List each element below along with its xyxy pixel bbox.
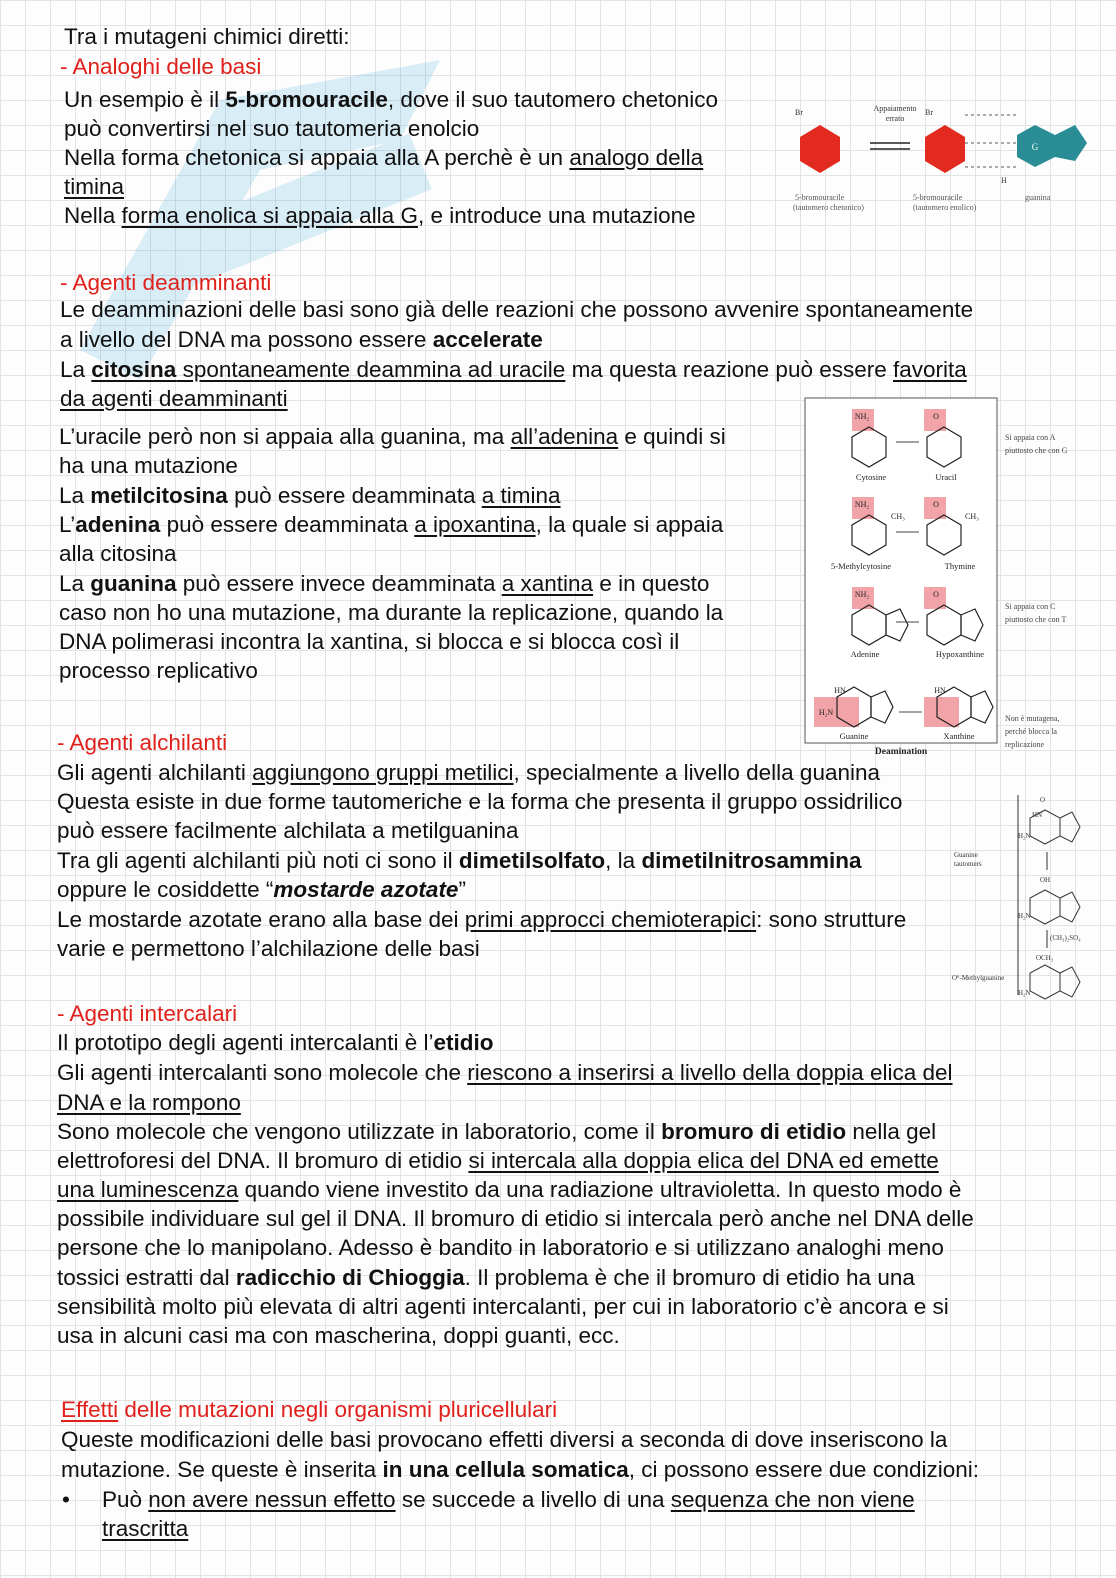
note-1b: piuttosto che con G	[1005, 446, 1068, 455]
mg-oh: OH	[1040, 876, 1051, 884]
lbl-nh2-2: NH₂	[854, 500, 870, 509]
fig-br-right: Br	[925, 108, 933, 117]
mg-methylguanine: O⁶-Methylguanine	[952, 974, 1005, 982]
bullet: •	[62, 1487, 70, 1512]
lbl-o-1: O	[933, 412, 939, 421]
lbl-thymine: Thymine	[944, 561, 976, 571]
note-3b: perché blocca la	[1005, 727, 1057, 736]
lbl-hn-g: HN	[834, 686, 846, 695]
guanine-ring-b	[1055, 125, 1087, 161]
lbl-o-2: O	[933, 500, 939, 509]
fig-enol-2: (tautomero enolico)	[913, 203, 977, 212]
note-2b: piuttosto che con T	[1005, 615, 1067, 624]
section-title-intercalari: - Agenti intercalari	[57, 1001, 238, 1026]
note-3c: replicazione	[1005, 740, 1045, 749]
fig-label-appaiamento: Appaiamento	[873, 104, 917, 113]
methylguanine-figure	[950, 790, 1090, 1005]
mg-reagent: (CH₃)₂SO₄	[1050, 934, 1081, 942]
fig-g: G	[1031, 142, 1039, 152]
section-title-alchilanti: - Agenti alchilanti	[57, 730, 228, 755]
lbl-deamination: Deamination	[874, 747, 928, 757]
bromouracile-figure	[785, 95, 1095, 225]
lbl-h2n: H₂N	[818, 708, 834, 717]
lbl-guanine: Guanine	[839, 731, 869, 741]
fig-guanina: guanina	[1025, 193, 1051, 202]
lbl-ch3-1: CH₃	[891, 512, 905, 521]
fig-keto-2: (tautomero chetonico)	[793, 203, 864, 212]
fig-enol-1: 5-bromouracile	[913, 193, 963, 202]
section-title-deamminanti: - Agenti deamminanti	[60, 270, 272, 295]
mg-tautomers-1: Guanine	[954, 851, 978, 859]
lbl-uracil: Uracil	[935, 472, 957, 482]
lbl-methylcytosine: 5-Methylcytosine	[831, 561, 891, 571]
deamination-figure	[804, 397, 1099, 759]
fig-br-left: Br	[795, 108, 803, 117]
mg-och3: OCH₃	[1036, 954, 1054, 962]
section-title-effetti: Effetti delle mutazioni negli organismi pluricellulari	[61, 1397, 558, 1422]
lbl-hn-x: HN	[934, 686, 946, 695]
keto-ring	[800, 125, 840, 173]
mg-h2n-3: H₂N	[1018, 989, 1031, 997]
lbl-ch3-2: CH₃	[965, 512, 979, 521]
enol-ring	[925, 125, 965, 173]
lbl-xanthine: Xanthine	[943, 731, 975, 741]
section-title-analoghi: - Analoghi delle basi	[60, 54, 262, 79]
mg-hn: HN	[1032, 811, 1043, 819]
lbl-adenine: Adenine	[850, 649, 880, 659]
fig-h: H	[1001, 176, 1007, 185]
fig-label-errato: errato	[885, 114, 905, 123]
lbl-nh2-1: NH₂	[854, 412, 870, 421]
note-1a: Si appaia con A	[1005, 433, 1056, 442]
note-2a: Si appaia con C	[1005, 602, 1056, 611]
mg-tautomers-2: tautomers	[954, 860, 982, 868]
lbl-hypoxanthine: Hypoxanthine	[935, 649, 985, 659]
fig-keto-1: 5-bromouracile	[795, 193, 845, 202]
lbl-o-3: O	[933, 590, 939, 599]
intro-line: Tra i mutageni chimici diretti:	[64, 24, 350, 49]
mg-o: O	[1040, 796, 1046, 804]
mg-h2n-1: H₂N	[1018, 832, 1031, 840]
lbl-cytosine: Cytosine	[855, 472, 887, 482]
lbl-nh2-3: NH₂	[854, 590, 870, 599]
mg-h2n-2: H₂N	[1018, 912, 1031, 920]
note-3a: Non è mutagena,	[1005, 714, 1060, 723]
